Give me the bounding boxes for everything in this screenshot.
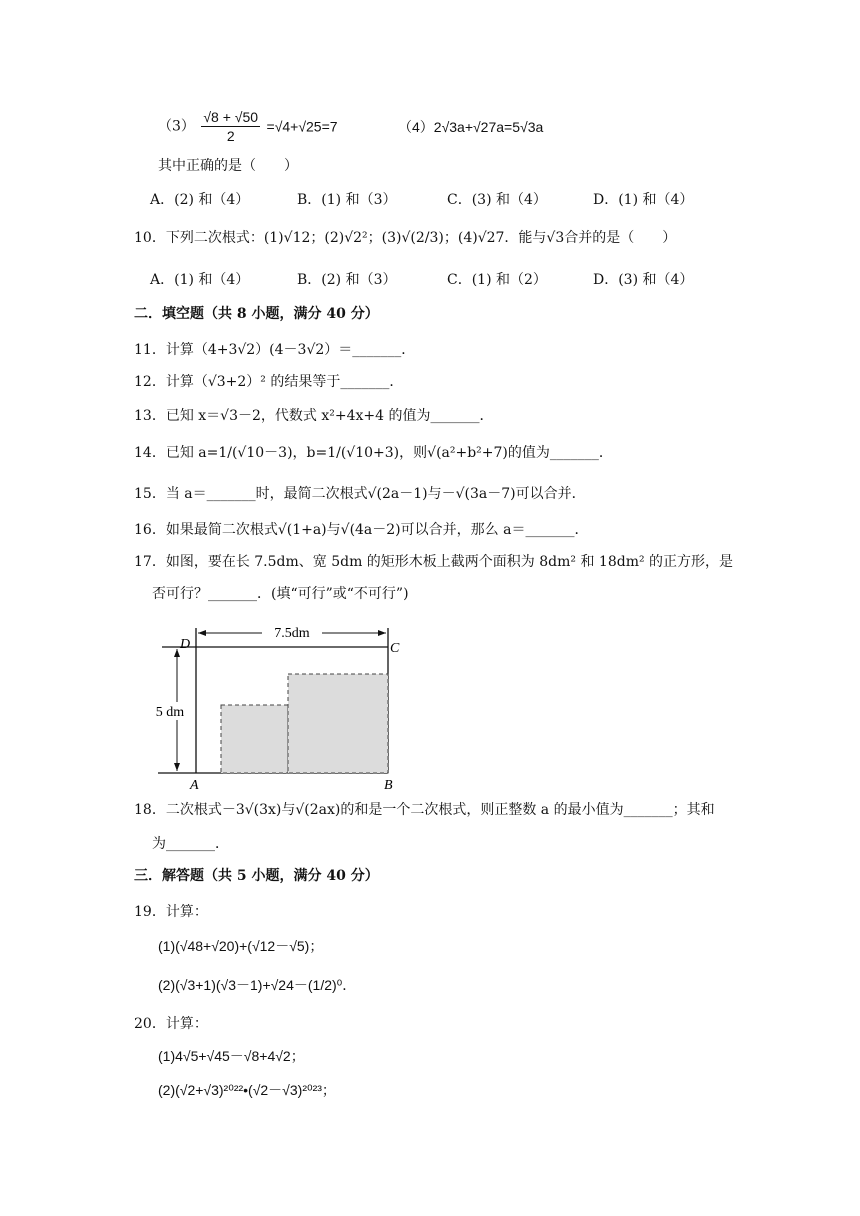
q9-item3-rhs: =√4+√25=7 xyxy=(266,118,338,135)
corner-b-label: B xyxy=(384,778,393,793)
section-3-heading: 三．解答题（共 5 小题，满分 40 分） xyxy=(134,868,379,884)
q10-option-d: D．(3) 和（4） xyxy=(593,272,694,288)
side-label: 5 dm xyxy=(155,705,185,720)
rectangle-board-figure xyxy=(148,618,408,793)
question-15: 15．当 a＝_______时，最简二次根式√(2a－1)与－√(3a－7)可以合并． xyxy=(134,486,586,502)
q9-item3-numerator: √8 + √50 xyxy=(203,109,259,125)
q9-option-b: B．(1) 和（3） xyxy=(297,192,397,208)
question-19-part-2: (2)(√3+1)(√3－1)+√24－(1/2)⁰． xyxy=(158,977,357,993)
corner-a-label: A xyxy=(190,778,199,793)
corner-d-label: D xyxy=(180,637,191,652)
question-16: 16．如果最简二次根式√(1+a)与√(4a－2)可以合并，那么 a＝_______． xyxy=(134,522,589,538)
question-19-part-1: (1)(√48+√20)+(√12－√5)； xyxy=(158,938,324,954)
q9-item3-fraction xyxy=(201,108,260,145)
top-label: 7.5dm xyxy=(274,626,310,641)
question-14: 14．已知 a=1/(√10－3)，b=1/(√10+3)，则√(a²+b²+7)的值为_______． xyxy=(134,445,613,461)
q9-item3 xyxy=(158,108,338,148)
q9-option-d: D．(1) 和（4） xyxy=(593,192,694,208)
top-arrow-left-icon xyxy=(198,630,206,636)
question-13: 13．已知 x＝√3－2，代数式 x²+4x+4 的值为_______． xyxy=(134,408,494,424)
question-19-stem: 19．计算： xyxy=(134,904,208,920)
question-20-part-1: (1)4√5+√45－√8+4√2； xyxy=(158,1048,305,1064)
top-arrow-right-icon xyxy=(378,630,386,636)
large-square xyxy=(288,674,388,773)
q10-option-b: B．(2) 和（3） xyxy=(297,272,397,288)
question-11: 11．计算（4+3√2）(4－3√2）＝_______． xyxy=(134,342,416,358)
q9-option-a: A．(2) 和（4） xyxy=(150,192,250,208)
question-17-line-2: 否可行？_______．(填“可行”或“不可行”) xyxy=(152,586,409,602)
question-20-stem: 20．计算： xyxy=(134,1016,208,1032)
q9-item3-label: （3） xyxy=(158,118,195,135)
question-18-line-1: 18．二次根式－3√(3x)与√(2ax)的和是一个二次根式，则正整数 a 的最小值为_______；其和 xyxy=(134,802,715,818)
question-12: 12．计算（√3+2）² 的结果等于_______． xyxy=(134,374,404,390)
question-18-line-2: 为_______． xyxy=(152,836,229,852)
question-20-part-2: (2)(√2+√3)²⁰²²•(√2－√3)²⁰²³； xyxy=(158,1082,336,1098)
small-square xyxy=(221,705,288,773)
q9-stem: 其中正确的是（ ） xyxy=(158,158,298,174)
q10-option-a: A．(1) 和（4） xyxy=(150,272,250,288)
q10-option-c: C．(1) 和（2） xyxy=(447,272,547,288)
q9-option-c: C．(3) 和（4） xyxy=(447,192,547,208)
corner-c-label: C xyxy=(390,641,400,656)
q9-item3-denominator: 2 xyxy=(226,128,235,144)
side-arrow-bottom-icon xyxy=(174,763,180,771)
q10-text: 10．下列二次根式：(1)√12；(2)√2²；(3)√(2/3)；(4)√27．能与√3合并的是（ ） xyxy=(134,230,677,246)
question-17-line-1: 17．如图，要在长 7.5dm、宽 5dm 的矩形木板上截两个面积为 8dm² 和 18dm² 的正方形，是 xyxy=(134,554,734,570)
section-2-heading: 二．填空题（共 8 小题，满分 40 分） xyxy=(134,306,379,322)
q9-item4: （4）2√3a+√27a=5√3a xyxy=(398,119,544,135)
